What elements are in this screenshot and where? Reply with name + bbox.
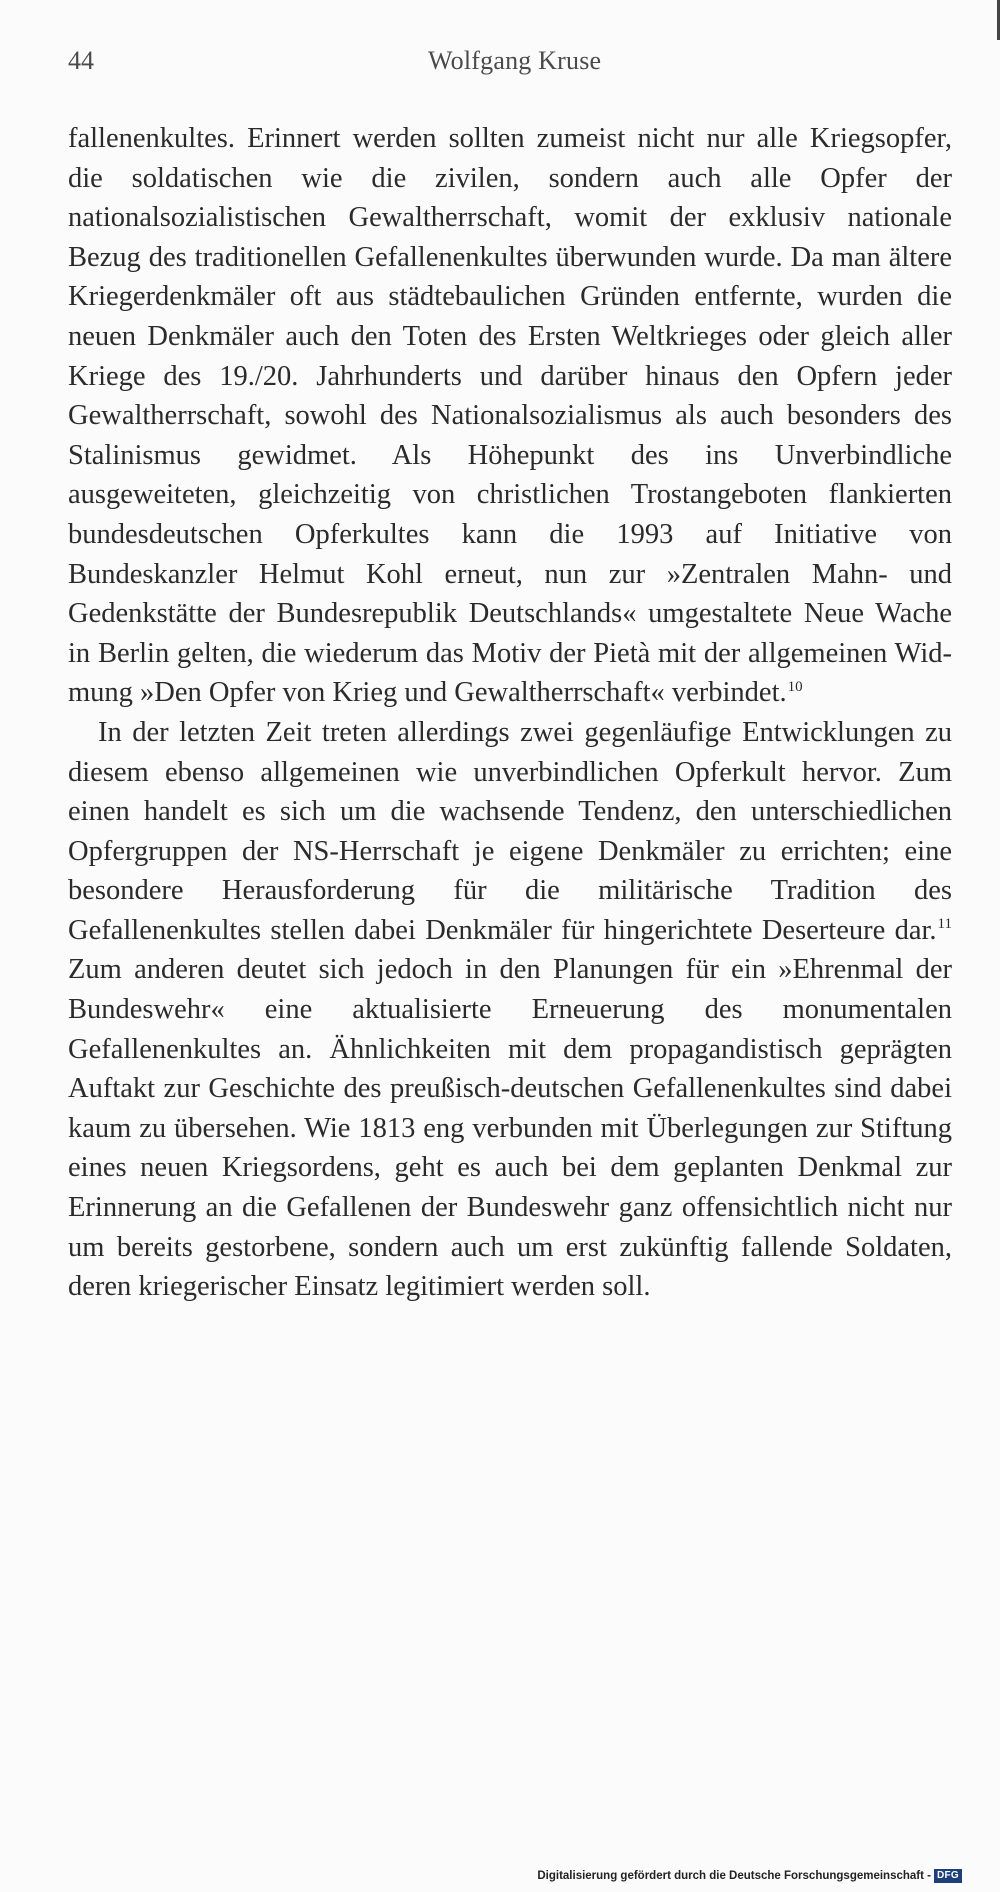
paragraph-2-text-b: Zum anderen deutet sich jedoch in den Planungen für ein »Ehrenmal der Bundeswehr« eine aktualisierte Erneuerung des monumentalen Gefallenenkultes an. Ähnlichkeiten mit dem propagandistisch geprägten Auftakt zur Geschichte des preußisch-deutschen Gefallenenkultes sind dabei kaum zu übersehen. Wie 1813 eng verbunden mit Überlegungen zur Stiftung eines neuen Kriegsordens, geht es auch bei dem geplanten Denkmal zur Erinnerung an die Gefallenen der Bundeswehr ganz offensichtlich nicht nur um bereits gestorbene, sondern auch um erst zukünftig fallende Soldaten, deren kriegerischer Einsatz legitimiert werden soll.	[68, 954, 952, 1303]
dfg-logo: DFG	[934, 1869, 962, 1883]
paragraph-2-text-a: In der letzten Zeit treten allerdings zwei gegenläufige Entwicklungen zu diesem ebenso allgemeinen wie unverbindlichen Opferkult hervor. Zum einen handelt es sich um die wachsende Tendenz, den unterschiedlichen Opfergruppen der NS-Herrschaft je eigene Denkmäler zu errichten; eine besondere Herausforderung für die militärische Tradition des Gefallenenkultes stellen dabei Denkmäler für hingerichtete Deserteure dar.	[68, 716, 952, 946]
credit-text: Digitalisierung gefördert durch die Deutsche Forschungsgemeinschaft -	[537, 1870, 931, 1882]
digitization-credit	[537, 1868, 962, 1884]
page-header	[68, 46, 952, 86]
footnote-ref-11[interactable]: 11	[937, 916, 952, 933]
page-number: 44	[68, 46, 94, 75]
paragraph-1-text: fallenenkultes. Erinnert werden sollten zumeist nicht nur alle Kriegsopfer, die soldatischen wie die zivilen, sondern auch alle Opfer der nationalsozialistischen Gewaltherrschaft, womit der exklusiv nationale Bezug des traditionellen Gefallenenkultes überwunden wurde. Da man ältere Kriegerdenkmäler oft aus städtebaulichen Gründen entfernte, wurden die neuen Denkmäler auch den Toten des Ersten Weltkrieges oder gleich aller Kriege des 19./20. Jahrhunderts und darüber hinaus den Opfern jeder Gewaltherrschaft, sowohl des Nationalsozialismus als auch besonders des Stalinismus gewidmet. Als Höhepunkt des ins Unverbindliche ausgeweiteten, gleichzeitig von christlichen Trostangeboten flankierten bundesdeutschen Opferkultes kann die 1993 auf Initiative von Bundeskanzler Helmut Kohl erneut, nun zur »Zentralen Mahn- und Gedenkstätte der Bundesrepublik Deutschlands« umgestaltete Neue Wache in Berlin gelten, die wiederum das Motiv der Pietà mit der allgemeinen Widmung »Den Opfer von Krieg und Gewaltherrschaft« verbindet.	[68, 123, 952, 709]
paragraph-1	[68, 119, 952, 713]
paragraph-2	[68, 713, 952, 1307]
footnote-ref-10[interactable]: 10	[787, 678, 803, 695]
running-head-author: Wolfgang Kruse	[428, 46, 602, 75]
body-text	[68, 119, 952, 1307]
